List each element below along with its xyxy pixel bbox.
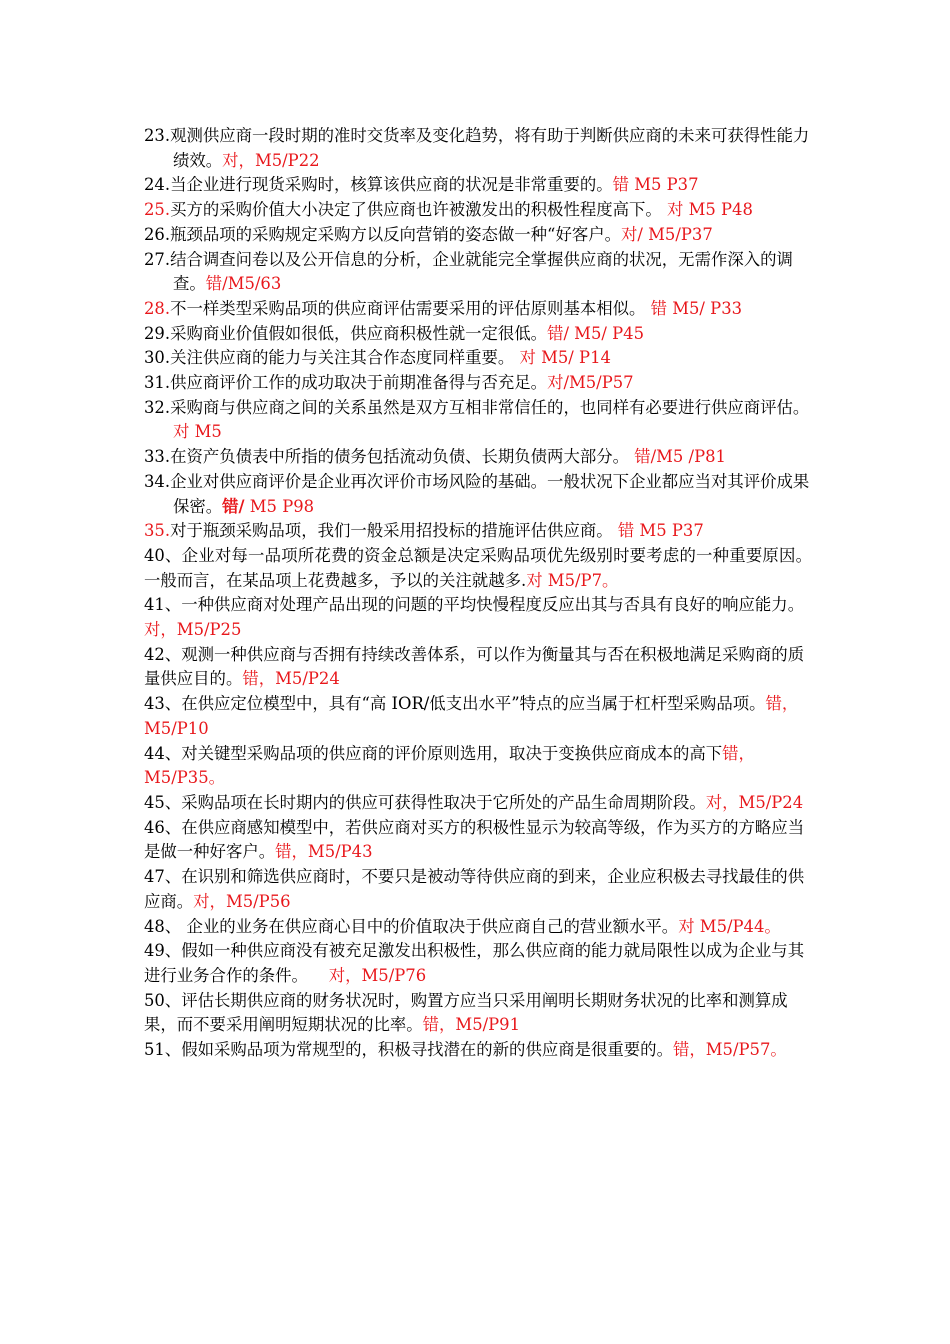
question-item [144, 643, 812, 692]
question-text: 采购商与供应商之间的关系虽然是双方互相非常信任的，也同样有必要进行供应商评估。 [170, 397, 810, 417]
question-item [144, 816, 812, 865]
question-item [144, 198, 812, 223]
question-number: 30. [144, 348, 171, 368]
question-item [144, 371, 812, 396]
answer-text: 错/ M5/ P45 [547, 323, 645, 343]
question-number: 32. [144, 397, 171, 417]
question-number: 46、 [144, 817, 182, 837]
question-item [144, 593, 812, 642]
question-text: 观测一种供应商与否拥有持续改善体系，可以作为衡量其与否在积极地满足采购商的质量供应目的。 [144, 644, 805, 689]
question-item [144, 248, 812, 297]
question-item [144, 989, 812, 1038]
answer-text: 错 M5/ P33 [645, 298, 743, 318]
question-text: 在资产负债表中所指的债务包括流动负债、长期负债两大部分。 [170, 447, 630, 467]
question-number: 50、 [144, 990, 182, 1010]
question-text: 假如一种供应商没有被充足激发出积极性，那么供应商的能力就局限性以成为企业与其进行业务合作的条件。 [144, 941, 805, 985]
answer-text: 对，M5/P25 [144, 620, 242, 640]
question-text: 在识别和筛选供应商时，不要只是被动等待供应商的到来，企业应积极去寻找最佳的供应商。 [144, 867, 805, 911]
question-item [144, 939, 812, 988]
question-item [144, 544, 812, 593]
question-number: 44、 [144, 743, 182, 763]
question-text: 采购商业价值假如很低，供应商积极性就一定很低。 [170, 323, 548, 343]
question-number: 34. [144, 471, 171, 491]
question-item [144, 396, 812, 445]
question-text: 对关键型采购品项的供应商的评价原则选用，取决于变换供应商成本的高下 [181, 743, 723, 763]
answer-text: 对/M5/P57 [547, 373, 634, 393]
answer-text: 对 M5/ P14 [514, 348, 611, 368]
question-text: 在供应定位模型中，具有“高 IOR/低支出水平”特点的应当属于杠杆型采购品项。 [181, 694, 766, 714]
answer-text: 对/ M5/P37 [621, 224, 713, 244]
answer-bold-text: 错/ [222, 496, 245, 516]
question-number: 35. [144, 521, 171, 541]
question-text: 观测供应商一段时期的准时交货率及变化趋势，将有助于判断供应商的未来可获得性能力绩效。 [170, 126, 810, 170]
question-number: 47、 [144, 867, 182, 887]
question-text: 当企业进行现货采购时，核算该供应商的状况是非常重要的。 [170, 175, 613, 195]
question-text: 关注供应商的能力与关注其合作态度同样重要。 [170, 348, 515, 368]
question-number: 41、 [144, 595, 182, 615]
question-number: 42、 [144, 644, 182, 664]
question-item [144, 791, 812, 816]
question-list [144, 124, 812, 1063]
question-item [144, 692, 812, 741]
question-number: 25. [144, 200, 171, 220]
question-number: 40、 [144, 545, 182, 565]
answer-text: 错 M5 P37 [612, 521, 704, 541]
question-number: 43、 [144, 694, 182, 714]
question-item [144, 470, 812, 519]
question-item [144, 297, 812, 322]
answer-text: 错/M5/63 [205, 274, 282, 294]
answer-text: 错，M5/P57。 [672, 1040, 787, 1060]
question-text: 供应商评价工作的成功取决于前期准备得与否充足。 [170, 373, 548, 393]
question-item [144, 1038, 812, 1063]
question-number: 28. [144, 298, 171, 318]
question-text: 评估长期供应商的财务状况时，购置方应当只采用阐明长期财务状况的比率和测算成果，而不要采用阐明短期状况的比率。 [144, 990, 788, 1035]
answer-text: 对 M5 P48 [661, 200, 753, 220]
question-item [144, 865, 812, 914]
question-text: 买方的采购价值大小决定了供应商也许被激发出的积极性程度高下。 [170, 200, 662, 220]
answer-text: 对，M5/P76 [307, 965, 427, 985]
question-text: 结合调查问卷以及公开信息的分析，企业就能完全掌握供应商的状况，无需作深入的调查。 [170, 249, 793, 294]
answer-text: 对 M5 [173, 422, 222, 442]
answer-text: 对 M5/P7。 [526, 570, 619, 590]
question-text: 采购品项在长时期内的供应可获得性取决于它所处的产品生命周期阶段。 [181, 792, 706, 812]
question-number: 49、 [144, 941, 182, 961]
question-item [144, 445, 812, 470]
question-item [144, 223, 812, 248]
question-number: 51、 [144, 1040, 182, 1060]
answer-text: 对，M5/P22 [222, 150, 320, 170]
question-number: 31. [144, 373, 171, 393]
question-item [144, 124, 812, 173]
question-item [144, 322, 812, 347]
answer-text: 错/M5 /P81 [629, 447, 726, 467]
question-text: 企业对每一品项所花费的资金总额是决定采购品项优先级别时要考虑的一种重要原因。一般而言，在某品项上花费越多，予以的关注就越多. [144, 545, 812, 590]
answer-text: 对，M5/P24 [705, 792, 804, 812]
answer-text: 错，M5/P10 [144, 694, 799, 738]
question-text: 不一样类型采购品项的供应商评估需要采用的评估原则基本相似。 [170, 298, 646, 318]
answer-text: M5 P98 [244, 496, 315, 516]
question-item [144, 173, 812, 198]
question-text: 对于瓶颈采购品项，我们一般采用招投标的措施评估供应商。 [170, 521, 613, 541]
answer-text: 对 M5/P44。 [678, 916, 781, 936]
answer-text: 对，M5/P56 [193, 891, 291, 911]
question-text: 假如采购品项为常规型的，积极寻找潜在的新的供应商是很重要的。 [181, 1040, 673, 1060]
question-number: 26. [144, 224, 171, 244]
question-text: 企业的业务在供应商心目中的价值取决于供应商自己的营业额水平。 [181, 916, 679, 936]
question-number: 33. [144, 447, 171, 467]
question-item [144, 519, 812, 544]
question-text: 瓶颈品项的采购规定采购方以反向营销的姿态做一种“好客户。 [170, 224, 622, 244]
question-item [144, 742, 812, 791]
question-text: 企业对供应商评价是企业再次评价市场风险的基础。一般状况下企业都应当对其评价成果保密。 [170, 471, 810, 516]
answer-text: 错，M5/P43 [275, 842, 373, 862]
question-item [144, 346, 812, 371]
answer-text: 错，M5/P91 [422, 1015, 521, 1035]
answer-text: 错，M5/P35。 [144, 743, 755, 788]
question-text: 一种供应商对处理产品出现的问题的平均快慢程度反应出其与否具有良好的响应能力。 [181, 595, 805, 615]
answer-text: 错 M5 P37 [612, 175, 699, 195]
question-item [144, 915, 812, 940]
question-number: 27. [144, 249, 171, 269]
question-number: 24. [144, 175, 171, 195]
question-number: 29. [144, 323, 171, 343]
question-number: 45、 [144, 792, 182, 812]
question-text: 在供应商感知模型中，若供应商对买方的积极性显示为较高等级，作为买方的方略应当是做一种好客户。 [144, 817, 805, 862]
question-number: 48、 [144, 916, 182, 936]
question-number: 23. [144, 126, 171, 145]
answer-text: 错，M5/P24 [242, 669, 340, 689]
